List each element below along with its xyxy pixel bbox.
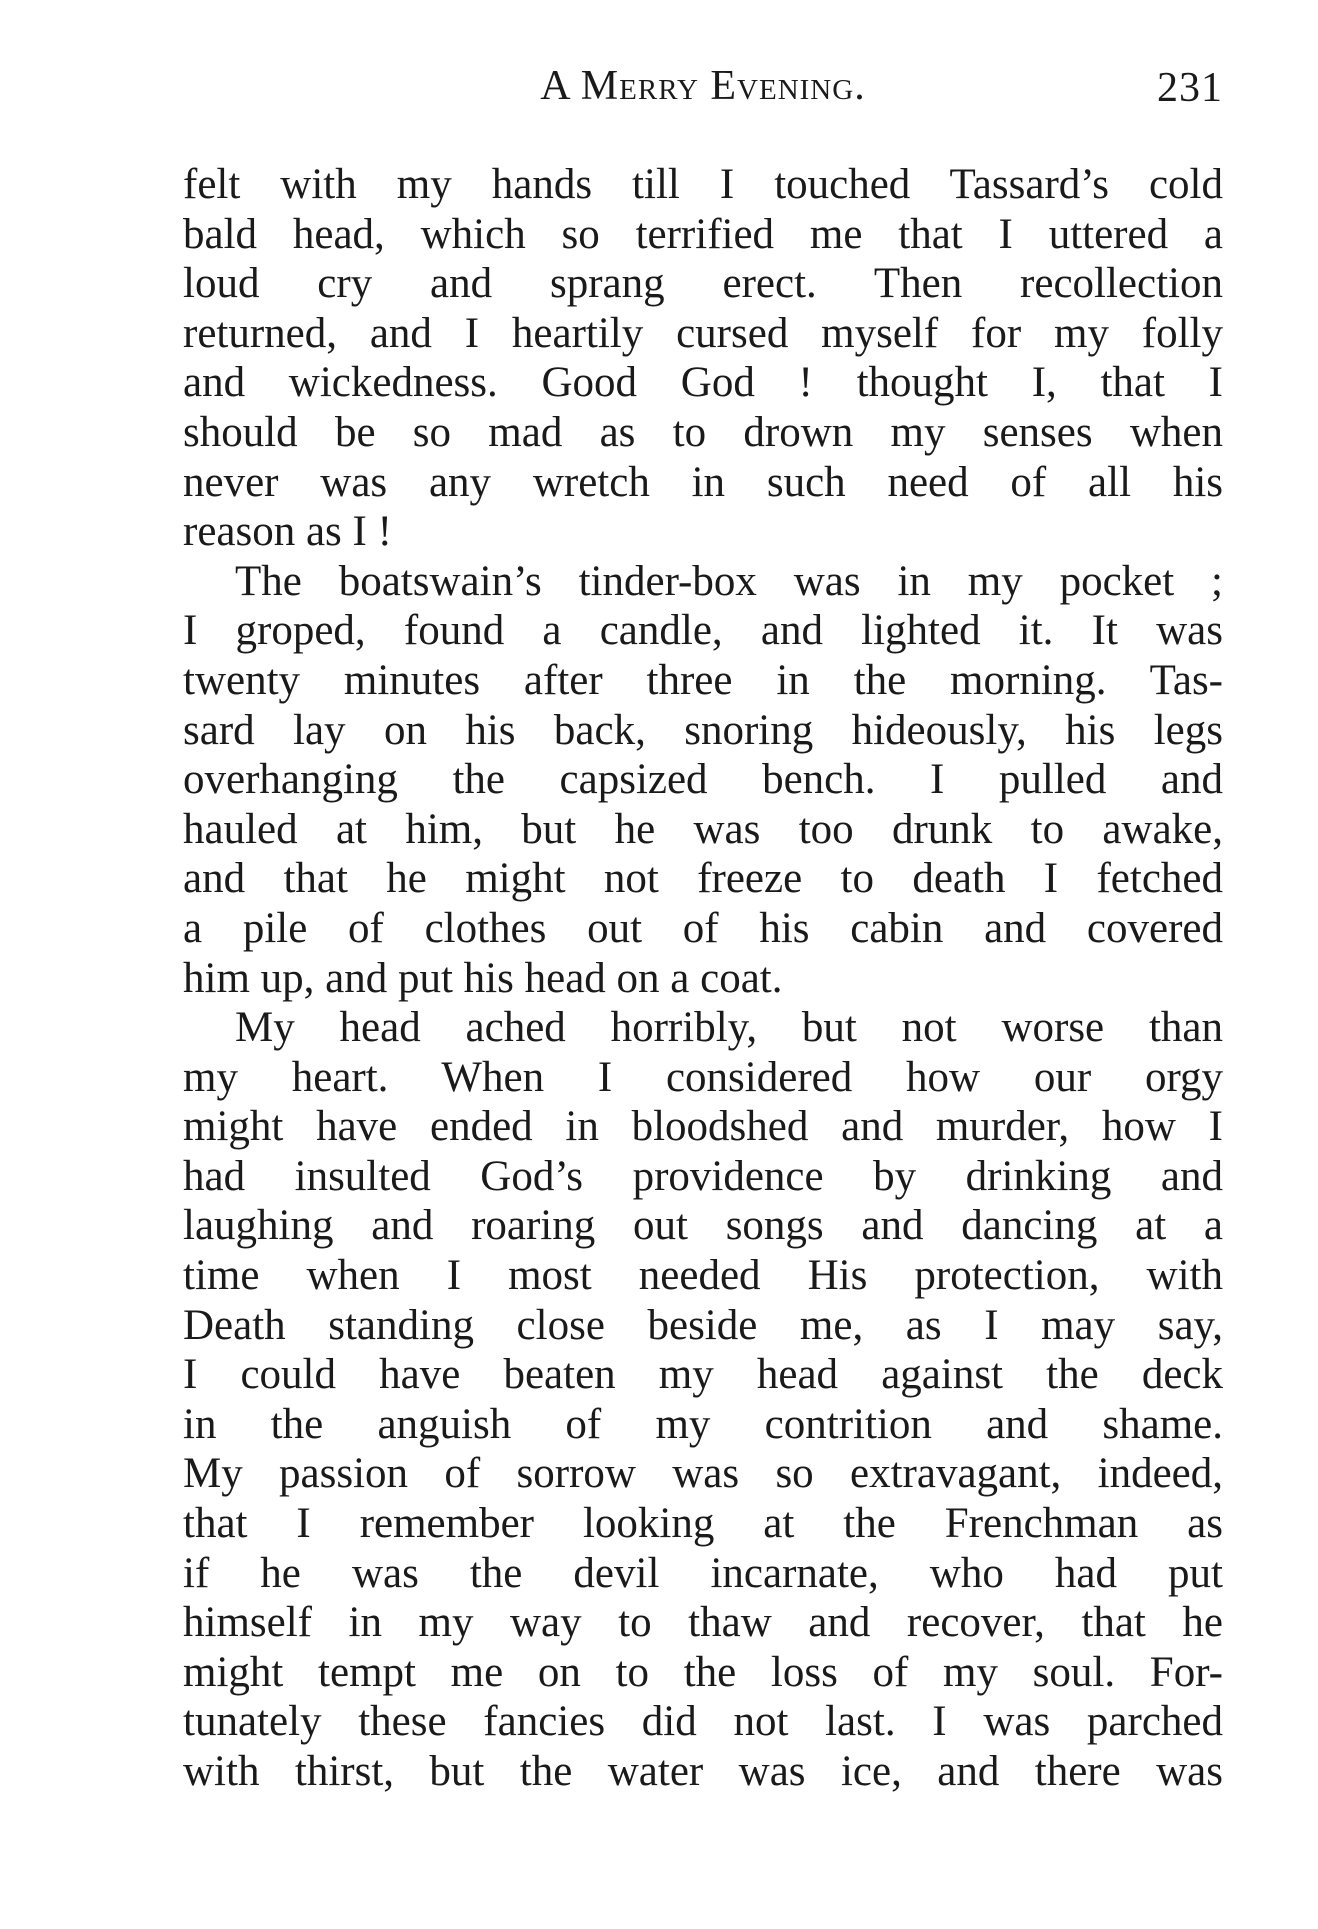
text-line: The boatswain’s tinder-box was in my pocket ;	[235, 557, 1223, 605]
text-line: laughing and roaring out songs and dancing at a	[183, 1202, 1223, 1250]
text-line: and wickedness. Good God ! thought I, that I	[183, 359, 1223, 407]
page-header	[183, 62, 1223, 122]
text-line: a pile of clothes out of his cabin and covered	[183, 904, 1223, 952]
text-line: had insulted God’s providence by drinking and	[183, 1152, 1223, 1200]
text-line: that I remember looking at the Frenchman as	[183, 1500, 1223, 1548]
text-line: might tempt me on to the loss of my soul. For-	[183, 1648, 1223, 1696]
body-text	[183, 160, 1223, 1797]
text-line: returned, and I heartily cursed myself for my folly	[183, 309, 1223, 357]
text-line: sard lay on his back, snoring hideously, his legs	[183, 706, 1223, 754]
text-line: I could have beaten my head against the deck	[183, 1351, 1223, 1399]
page-number: 231	[1157, 65, 1223, 111]
text-line: bald head, which so terrified me that I uttered a	[183, 210, 1223, 258]
text-line: with thirst, but the water was ice, and there was	[183, 1748, 1223, 1795]
running-title: A Merry Evening.	[540, 63, 866, 109]
text-line: hauled at him, but he was too drunk to awake,	[183, 805, 1223, 853]
text-line: might have ended in bloodshed and murder, how I	[183, 1103, 1223, 1151]
text-line: and that he might not freeze to death I fetched	[183, 855, 1223, 903]
text-line: my heart. When I considered how our orgy	[183, 1053, 1223, 1101]
text-line: time when I most needed His protection, with	[183, 1252, 1223, 1300]
text-line: I groped, found a candle, and lighted it. It was	[183, 607, 1223, 655]
text-line: felt with my hands till I touched Tassard’s cold	[183, 161, 1223, 208]
text-line: if he was the devil incarnate, who had put	[183, 1549, 1223, 1597]
text-line: himself in my way to thaw and recover, that he	[183, 1599, 1223, 1647]
text-line: My passion of sorrow was so extravagant, indeed,	[183, 1450, 1223, 1498]
text-line: should be so mad as to drown my senses when	[183, 408, 1223, 456]
text-line: Death standing close beside me, as I may say,	[183, 1301, 1223, 1349]
text-line: overhanging the capsized bench. I pulled and	[183, 756, 1223, 804]
text-line: tunately these fancies did not last. I was parched	[183, 1698, 1223, 1746]
text-line: My head ached horribly, but not worse than	[235, 1004, 1223, 1052]
text-line: him up, and put his head on a coat.	[183, 954, 783, 1002]
text-line: never was any wretch in such need of all his	[183, 458, 1223, 506]
text-line: reason as I !	[183, 508, 392, 556]
text-line: in the anguish of my contrition and shame.	[183, 1400, 1223, 1448]
text-line: loud cry and sprang erect. Then recollection	[183, 260, 1223, 308]
text-line: twenty minutes after three in the morning. Tas-	[183, 656, 1223, 704]
